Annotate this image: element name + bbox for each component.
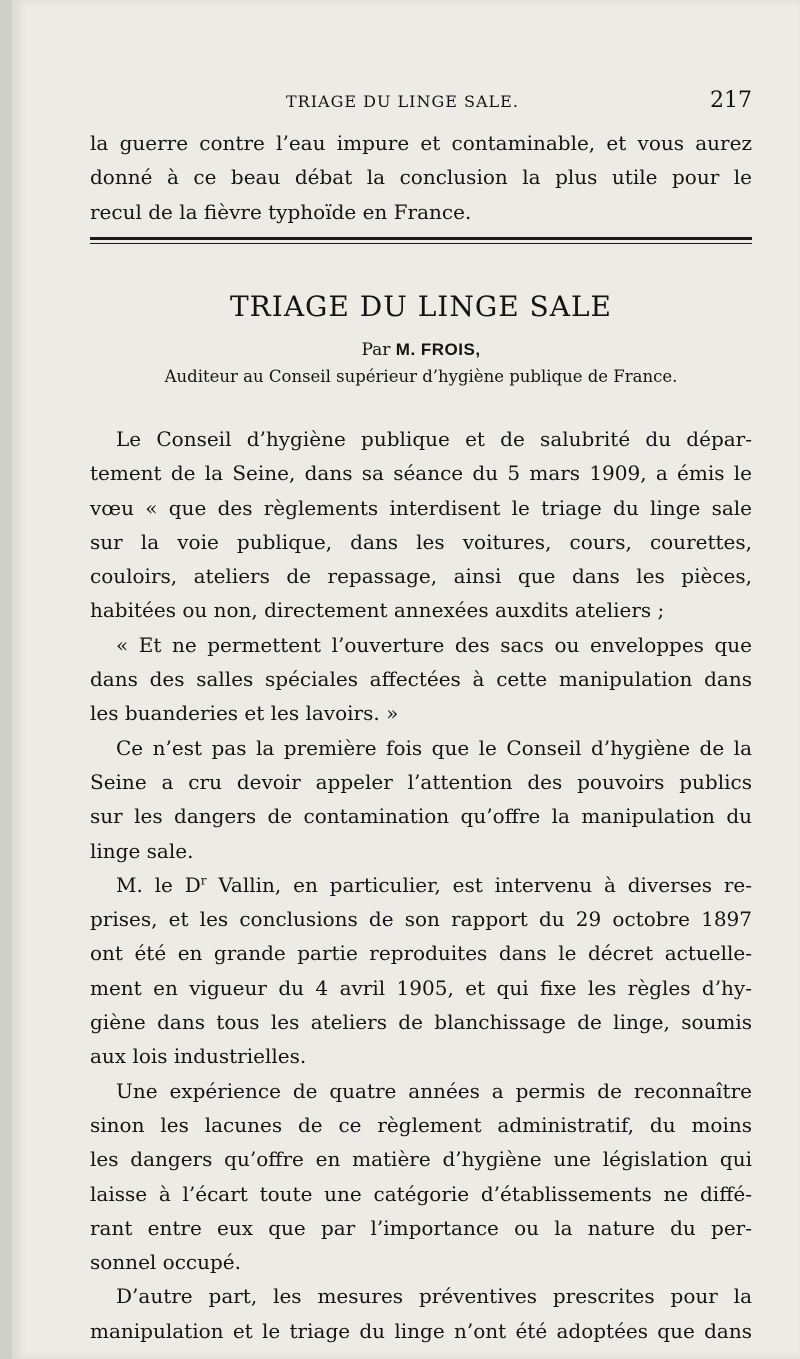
section-divider — [90, 237, 752, 244]
text-line: sur la voie publique, dans les voitures, cours, courettes, — [90, 529, 752, 554]
text-line: Le Conseil d’hygiène publique et de salubrité du dépar- — [116, 427, 752, 451]
article-title: TRIAGE DU LINGE SALE — [230, 290, 612, 323]
text-line: laisse à l’écart toute une catégorie d’établissements ne diffé- — [90, 1181, 752, 1206]
text-line: ment en vigueur du 4 avril 1905, et qui fixe les règles d’hy- — [90, 975, 752, 1000]
paragraph — [90, 422, 752, 628]
paragraph — [90, 628, 752, 731]
author-name: M. FROIS, — [395, 340, 481, 359]
continuation-text — [90, 126, 752, 229]
text-line: manipulation et le triage du linge n’ont été adoptées que dans — [90, 1318, 752, 1343]
paragraph — [90, 1279, 752, 1348]
text-line: giène dans tous les ateliers de blanchissage de linge, soumis — [90, 1010, 752, 1035]
text-line: les buanderies et les lavoirs. » — [90, 701, 399, 726]
text-line: aux lois industrielles. — [90, 1044, 307, 1069]
text-line: les dangers qu’offre en matière d’hygiène une législation qui — [90, 1147, 752, 1172]
running-title: TRIAGE DU LINGE SALE. — [286, 92, 519, 111]
paragraph — [90, 1074, 752, 1280]
text-line: Seine a cru devoir appeler l’attention des pouvoirs publics — [90, 769, 752, 794]
article-body — [90, 422, 752, 1348]
text-line: couloirs, ateliers de repassage, ainsi que dans les pièces, — [90, 564, 752, 589]
text-line: linge sale. — [90, 838, 194, 863]
text-line: rant entre eux que par l’importance ou la nature du per- — [90, 1215, 752, 1240]
author-affiliation: Auditeur au Conseil supérieur d’hygiène publique de France. — [164, 367, 678, 386]
text-line: recul de la fièvre typhoïde en France. — [90, 199, 472, 224]
text-line: dans des salles spéciales affectées à cette manipulation dans — [90, 667, 752, 692]
book-page — [12, 0, 800, 1359]
text-line: la guerre contre l’eau impure et contaminable, et vous aurez — [90, 131, 752, 155]
text-line: vœu « que des règlements interdisent le triage du linge sale — [90, 495, 752, 520]
text-line: donné à ce beau débat la conclusion la plus utile pour le — [90, 165, 752, 190]
text-line: ont été en grande partie reproduites dans le décret actuelle- — [90, 941, 752, 966]
text-line: Une expérience de quatre années a permis de reconnaître — [116, 1078, 752, 1103]
running-head — [90, 88, 752, 114]
text-line: sonnel occupé. — [90, 1250, 241, 1275]
text-line: « Et ne permettent l’ouverture des sacs ou enveloppes que — [116, 632, 752, 657]
text-line: prises, et les conclusions de son rapport du 29 octobre 1897 — [90, 907, 752, 932]
text-line: habitées ou non, directement annexées auxdits ateliers ; — [90, 598, 665, 623]
page-number: 217 — [710, 88, 752, 113]
paragraph — [90, 731, 752, 868]
text-line: M. le $D^r$ Vallin, en particulier, est intervenu à diverses re- — [116, 872, 752, 897]
text-line: sinon les lacunes de ce règlement administratif, du moins — [90, 1112, 752, 1137]
text-line: tement de la Seine, dans sa séance du 5 mars 1909, a émis le — [90, 461, 752, 486]
text-line: sur les dangers de contamination qu’offre la manipulation du — [90, 804, 752, 829]
text-line: D’autre part, les mesures préventives prescrites pour la — [116, 1284, 752, 1309]
byline-prefix: Par — [361, 340, 391, 360]
paragraph — [90, 868, 752, 1074]
byline — [90, 340, 752, 360]
text-line: Ce n’est pas la première fois que le Conseil d’hygiène de la — [116, 735, 752, 760]
